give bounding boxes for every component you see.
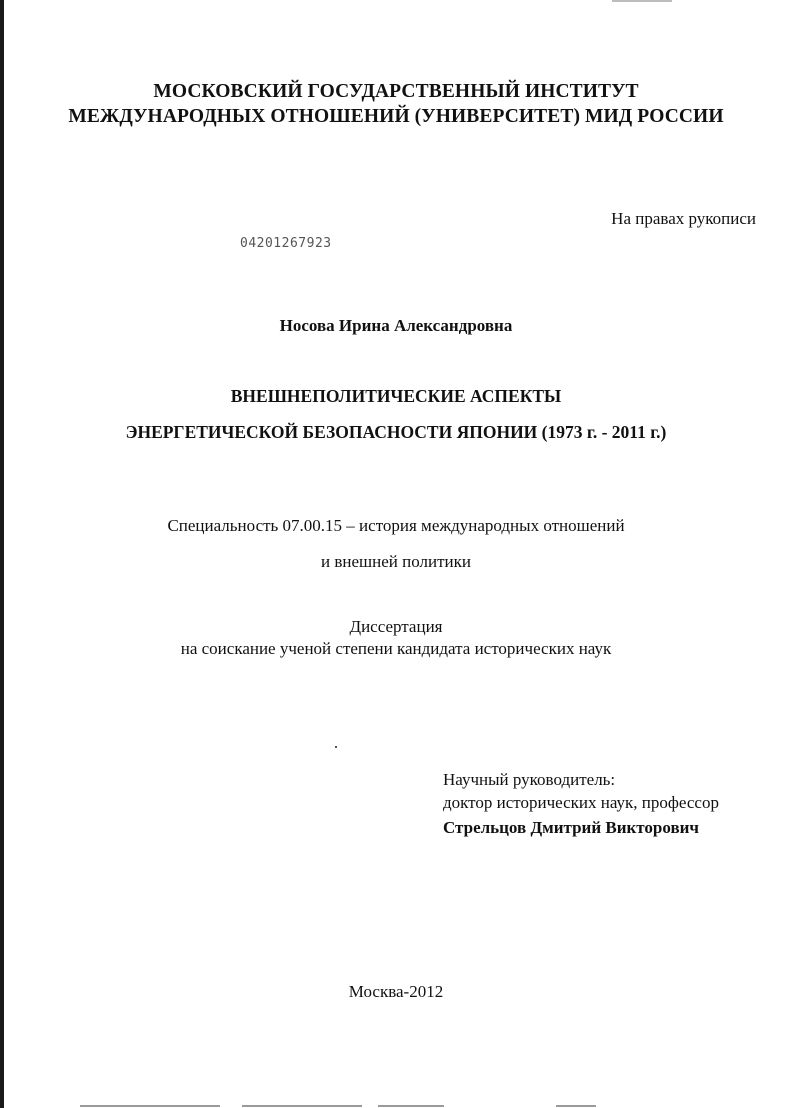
dissertation-label: Диссертация (349, 617, 443, 636)
archive-number-stamp: 04201267923 (240, 236, 332, 251)
institution-line-1: МОСКОВСКИЙ ГОСУДАРСТВЕННЫЙ ИНСТИТУТ (153, 81, 639, 102)
rights-note: На правах рукописи (611, 209, 756, 228)
specialty-line-1: Специальность 07.00.15 – история международных отношений (167, 516, 625, 535)
place-year: Москва-2012 (348, 982, 444, 1001)
advisor-name: Стрельцов Дмитрий Викторович (443, 818, 700, 837)
scan-top-mark (612, 0, 672, 2)
dissertation-title-line-2: ЭНЕРГЕТИЧЕСКОЙ БЕЗОПАСНОСТИ ЯПОНИИ (1973 г. - 2011 г.) (125, 422, 667, 442)
degree-statement: на соискание ученой степени кандидата исторических наук (180, 639, 612, 658)
scan-speck (335, 746, 337, 748)
author-name: Носова Ирина Александровна (279, 316, 513, 335)
advisor-label: Научный руководитель: (443, 770, 616, 789)
advisor-credentials: доктор исторических наук, профессор (443, 793, 719, 812)
institution-line-2: МЕЖДУНАРОДНЫХ ОТНОШЕНИЙ (УНИВЕРСИТЕТ) МИД РОССИИ (68, 106, 724, 127)
dissertation-title-line-1: ВНЕШНЕПОЛИТИЧЕСКИЕ АСПЕКТЫ (230, 386, 562, 406)
specialty-line-2: и внешней политики (321, 552, 471, 571)
